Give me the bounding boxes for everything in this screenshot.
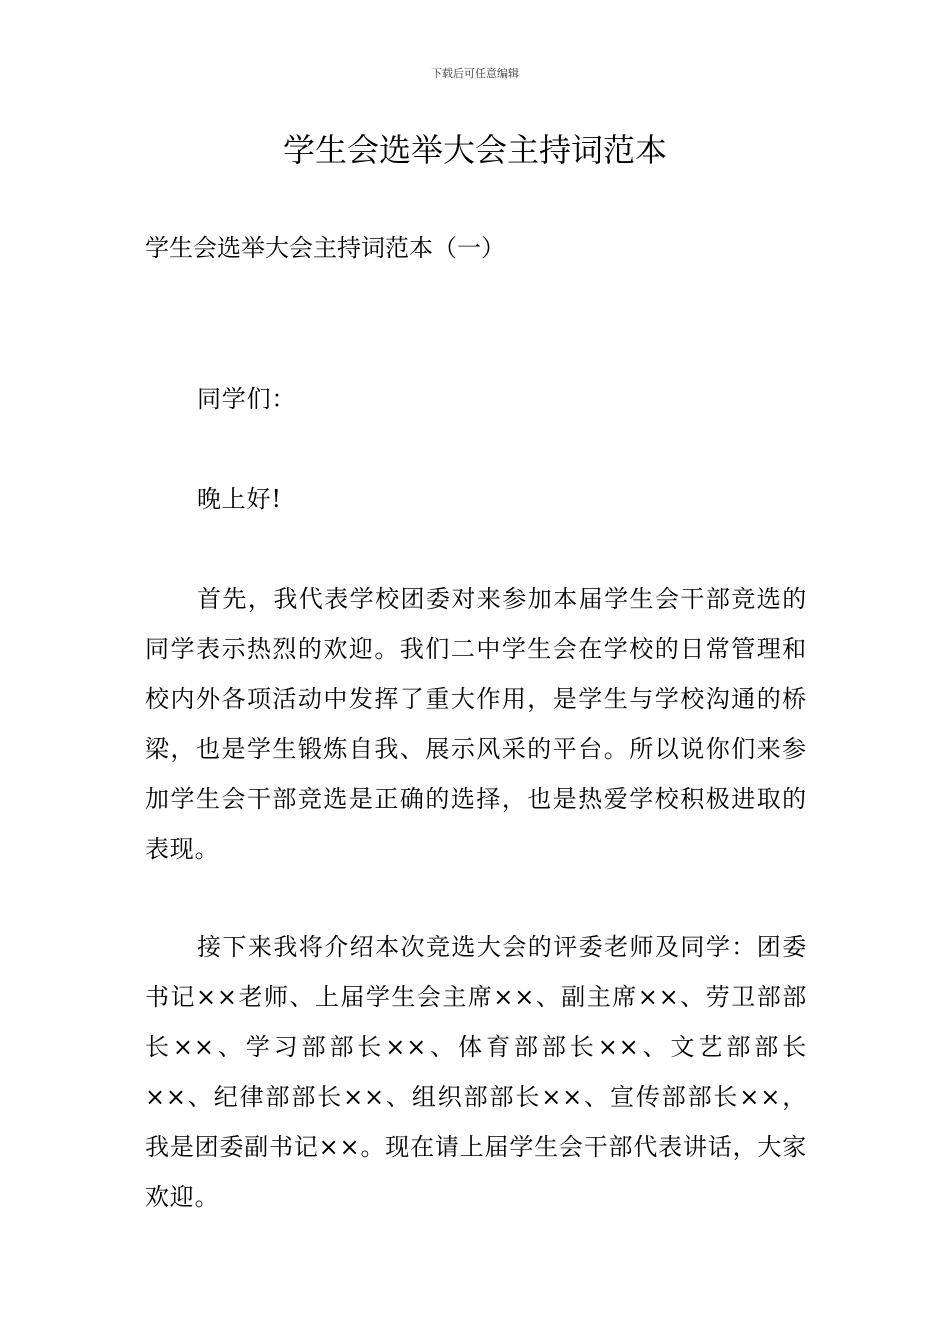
paragraph-welcome: 首先，我代表学校团委对来参加本届学生会干部竞选的同学表示热烈的欢迎。我们二中学生会在学校的日常管理和校内外各项活动中发挥了重大作用，是学生与学校沟通的桥梁，也是学生锻炼自我、展示风采的平台。所以说你们来参加学生会干部竞选是正确的选择，也是热爱学校积极进取的表现。 (145, 585, 807, 863)
paragraph-good-evening: 晚上好! (197, 485, 282, 513)
paragraph-greeting: 同学们： (197, 385, 297, 413)
header-note: 下载后可任意编辑 (431, 67, 519, 80)
paragraph-judges-introduction: 接下来我将介绍本次竞选大会的评委老师及同学：团委书记××老师、上届学生会主席××、副主席××、劳卫部部长××、学习部部长××、体育部部长××、文艺部部长××、纪律部部长××、组织部部长××、宣传部部长××，我是团委副书记××。现在请上届学生会干部代表讲话，大家欢迎。 (145, 933, 807, 1211)
document-title: 学生会选举大会主持词范本 (282, 131, 667, 169)
section-heading: 学生会选举大会主持词范本（一） (145, 234, 505, 262)
